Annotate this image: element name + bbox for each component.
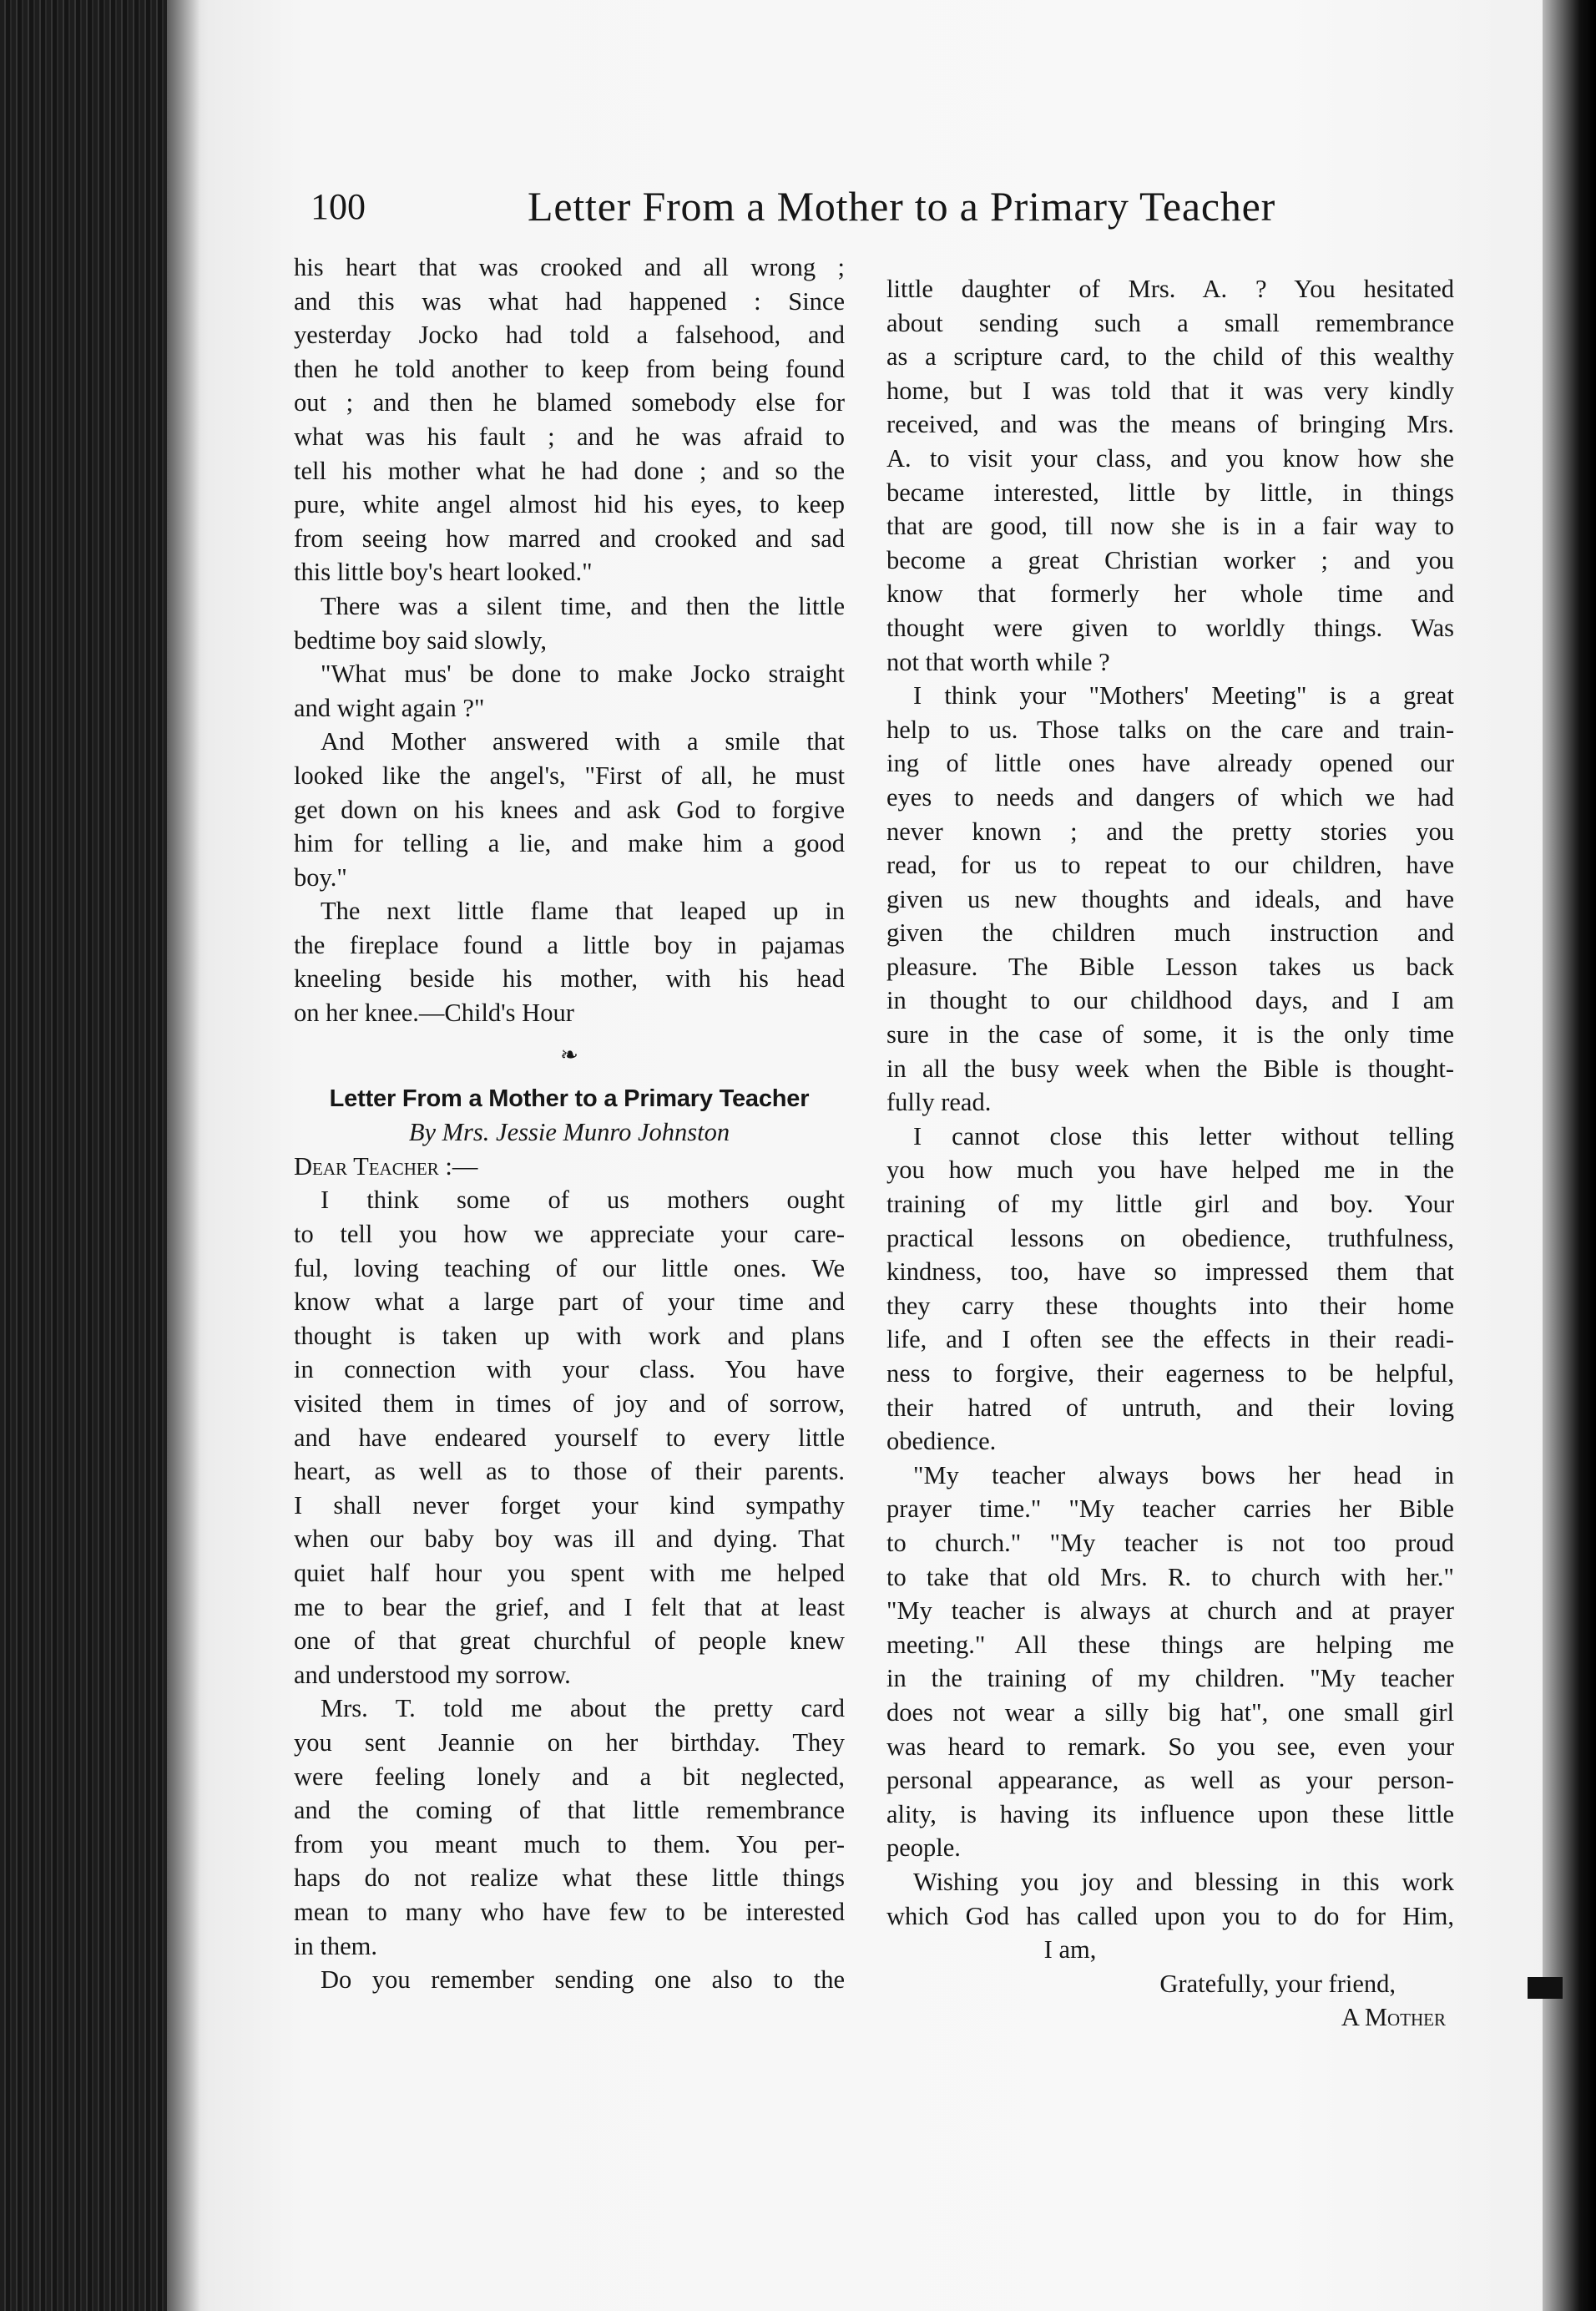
text-line: pure, white angel almost hid his eyes, to keep bbox=[294, 490, 845, 519]
text-line: to church." "My teacher is not too proud bbox=[886, 1528, 1454, 1557]
text-line: never known ; and the pretty stories you bbox=[886, 817, 1454, 846]
text-line: Mrs. T. told me about the pretty card bbox=[321, 1694, 845, 1723]
text-line: training of my little girl and boy. Your bbox=[886, 1190, 1454, 1219]
text-line: out ; and then he blamed somebody else for bbox=[294, 388, 845, 417]
text-line: in thought to our childhood days, and I am bbox=[886, 986, 1454, 1015]
text-line: and this was what had happened : Since bbox=[294, 286, 845, 316]
text-line: meeting." All these things are helping me bbox=[886, 1630, 1454, 1659]
text-line: home, but I was told that it was very kindly bbox=[886, 376, 1454, 405]
page-edge bbox=[1543, 0, 1596, 2311]
text-line: then he told another to keep from being found bbox=[294, 354, 845, 383]
text-line: in all the busy week when the Bible is thought- bbox=[886, 1054, 1454, 1083]
text-line: to tell you how we appreciate your care- bbox=[294, 1220, 845, 1249]
text-line: There was a silent time, and then the little bbox=[321, 591, 845, 620]
text-line: to take that old Mrs. R. to church with her." bbox=[886, 1562, 1454, 1591]
text-line: that are good, till now she is in a fair way to bbox=[886, 512, 1454, 541]
text-line: know that formerly her whole time and bbox=[886, 579, 1454, 609]
article-title: Letter From a Mother to a Primary Teacher bbox=[329, 1085, 810, 1112]
text-line: given the children much instruction and bbox=[886, 918, 1454, 948]
text-line: I think some of us mothers ought bbox=[321, 1186, 845, 1215]
text-line: ality, is having its influence upon these little bbox=[886, 1799, 1454, 1828]
text-line: little daughter of Mrs. A. ? You hesitated bbox=[886, 275, 1454, 303]
text-line: yesterday Jocko had told a falsehood, and bbox=[294, 321, 845, 350]
text-line: looked like the angel's, "First of all, he must bbox=[294, 761, 845, 790]
text-line: Wishing you joy and blessing in this work bbox=[913, 1867, 1454, 1896]
signature: A Mother bbox=[1341, 2003, 1446, 2032]
text-line: read, for us to repeat to our children, have bbox=[886, 851, 1454, 880]
text-line: their hatred of untruth, and their loving bbox=[886, 1393, 1454, 1422]
gutter-shadow bbox=[167, 0, 200, 2311]
text-line: and understood my sorrow. bbox=[294, 1660, 571, 1689]
text-line: A. to visit your class, and you know how she bbox=[886, 443, 1454, 473]
text-line: in connection with your class. You have bbox=[294, 1355, 845, 1384]
text-line: you sent Jeannie on her birthday. They bbox=[294, 1727, 845, 1757]
text-line: And Mother answered with a smile that bbox=[321, 727, 845, 756]
text-line: and have endeared yourself to every little bbox=[294, 1423, 845, 1452]
text-line: me to bear the grief, and I felt that at least bbox=[294, 1592, 845, 1621]
text-line: fully read. bbox=[886, 1088, 992, 1117]
text-line: life, and I often see the effects in their readi- bbox=[886, 1325, 1454, 1354]
text-line: this little boy's heart looked." bbox=[294, 558, 593, 587]
section-ornament: ❧ bbox=[560, 1042, 578, 1067]
text-line: visited them in times of joy and of sorrow, bbox=[294, 1389, 845, 1418]
text-line: personal appearance, as well as your person- bbox=[886, 1766, 1454, 1795]
text-line: his heart that was crooked and all wrong ; bbox=[294, 253, 845, 281]
right-column bbox=[886, 272, 1454, 2035]
running-head bbox=[311, 182, 1276, 249]
page-number: 100 bbox=[311, 186, 366, 227]
text-line: what was his fault ; and he was afraid to bbox=[294, 422, 845, 451]
text-line: prayer time." "My teacher carries her Bible bbox=[886, 1494, 1454, 1524]
text-line: were feeling lonely and a bit neglected, bbox=[294, 1762, 845, 1791]
text-line: in the training of my children. "My teacher bbox=[886, 1664, 1454, 1693]
text-line: thought is taken up with work and plans bbox=[294, 1321, 845, 1350]
left-column bbox=[294, 250, 845, 1997]
text-line: practical lessons on obedience, truthfulness, bbox=[886, 1223, 1454, 1252]
text-line: the fireplace found a little boy in pajamas bbox=[294, 930, 845, 959]
text-line: Do you remember sending one also to the bbox=[321, 1965, 845, 1995]
text-line: "My teacher always bows her head in bbox=[913, 1460, 1454, 1489]
text-line: boy." bbox=[294, 862, 347, 892]
text-line: him for telling a lie, and make him a good bbox=[294, 829, 845, 858]
text-line: bedtime boy said slowly, bbox=[294, 625, 547, 655]
text-line: people. bbox=[886, 1833, 961, 1863]
text-line: ing of little ones have already opened our bbox=[886, 749, 1454, 778]
text-line: ness to forgive, their eagerness to be helpful, bbox=[886, 1359, 1454, 1388]
text-line: mean to many who have few to be interested bbox=[294, 1897, 845, 1926]
text-line: ful, loving teaching of our little ones. We bbox=[294, 1253, 845, 1282]
text-line: not that worth while ? bbox=[886, 647, 1110, 676]
text-line: kindness, too, have so impressed them that bbox=[886, 1257, 1454, 1287]
text-line: thought were given to worldly things. Was bbox=[886, 613, 1454, 642]
text-line: pleasure. The Bible Lesson takes us back bbox=[886, 952, 1454, 981]
text-line: I shall never forget your kind sympathy bbox=[294, 1490, 845, 1520]
text-line: in them. bbox=[294, 1931, 377, 1960]
text-line: "My teacher is always at church and at prayer bbox=[886, 1596, 1454, 1626]
text-line: sure in the case of some, it is the only time bbox=[886, 1020, 1454, 1049]
text-line: obedience. bbox=[886, 1427, 997, 1456]
text-line: I cannot close this letter without telling bbox=[913, 1121, 1454, 1150]
running-title: Letter From a Mother to a Primary Teacher bbox=[528, 183, 1276, 230]
book-binding bbox=[0, 0, 171, 2311]
closing-line: Gratefully, your friend, bbox=[1159, 1969, 1396, 1998]
text-line: I think your "Mothers' Meeting" is a great bbox=[913, 681, 1454, 710]
text-line: was heard to remark. So you see, even your bbox=[886, 1732, 1454, 1761]
text-line: help to us. Those talks on the care and train- bbox=[886, 715, 1454, 744]
salutation: Dear Teacher :— bbox=[294, 1151, 478, 1181]
page-edge-tab bbox=[1528, 1977, 1563, 1999]
text-line: tell his mother what he had done ; and so the bbox=[294, 456, 845, 485]
text-line: and the coming of that little remembrance bbox=[294, 1796, 845, 1825]
article-byline: By Mrs. Jessie Munro Johnston bbox=[408, 1118, 730, 1147]
text-line: from seeing how marred and crooked and sad bbox=[294, 523, 845, 553]
text-line: get down on his knees and ask God to forgive bbox=[294, 795, 845, 824]
text-line: on her knee.—Child's Hour bbox=[294, 999, 574, 1028]
text-line: kneeling beside his mother, with his head bbox=[294, 964, 845, 994]
text-line: become a great Christian worker ; and you bbox=[886, 545, 1454, 574]
text-line: they carry these thoughts into their home bbox=[886, 1291, 1454, 1320]
text-line: one of that great churchful of people knew bbox=[294, 1626, 845, 1656]
text-line: from you meant much to them. You per- bbox=[294, 1829, 845, 1858]
text-line: you how much you have helped me in the bbox=[886, 1156, 1454, 1185]
text-line: haps do not realize what these little things bbox=[294, 1863, 845, 1893]
text-line: when our baby boy was ill and dying. That bbox=[294, 1525, 845, 1554]
text-line: and wight again ?" bbox=[294, 693, 485, 722]
text-line: about sending such a small remembrance bbox=[886, 308, 1454, 337]
text-line: became interested, little by little, in things bbox=[886, 478, 1454, 507]
text-line: The next little flame that leaped up in bbox=[321, 897, 845, 926]
text-line: heart, as well as to those of their parents. bbox=[294, 1457, 845, 1486]
text-line: given us new thoughts and ideals, and have bbox=[886, 884, 1454, 913]
text-line: "What mus' be done to make Jocko straight bbox=[321, 660, 845, 689]
text-line: eyes to needs and dangers of which we had bbox=[886, 782, 1454, 812]
text-line: quiet half hour you spent with me helped bbox=[294, 1558, 845, 1587]
text-line: as a scripture card, to the child of this wealthy bbox=[886, 342, 1454, 372]
text-line: know what a large part of your time and bbox=[294, 1287, 845, 1317]
text-line: which God has called upon you to do for Him, bbox=[886, 1901, 1454, 1930]
closing-line: I am, bbox=[1043, 1935, 1097, 1965]
text-line: received, and was the means of bringing Mrs. bbox=[886, 410, 1454, 439]
text-line: does not wear a silly big hat", one small girl bbox=[886, 1697, 1454, 1727]
